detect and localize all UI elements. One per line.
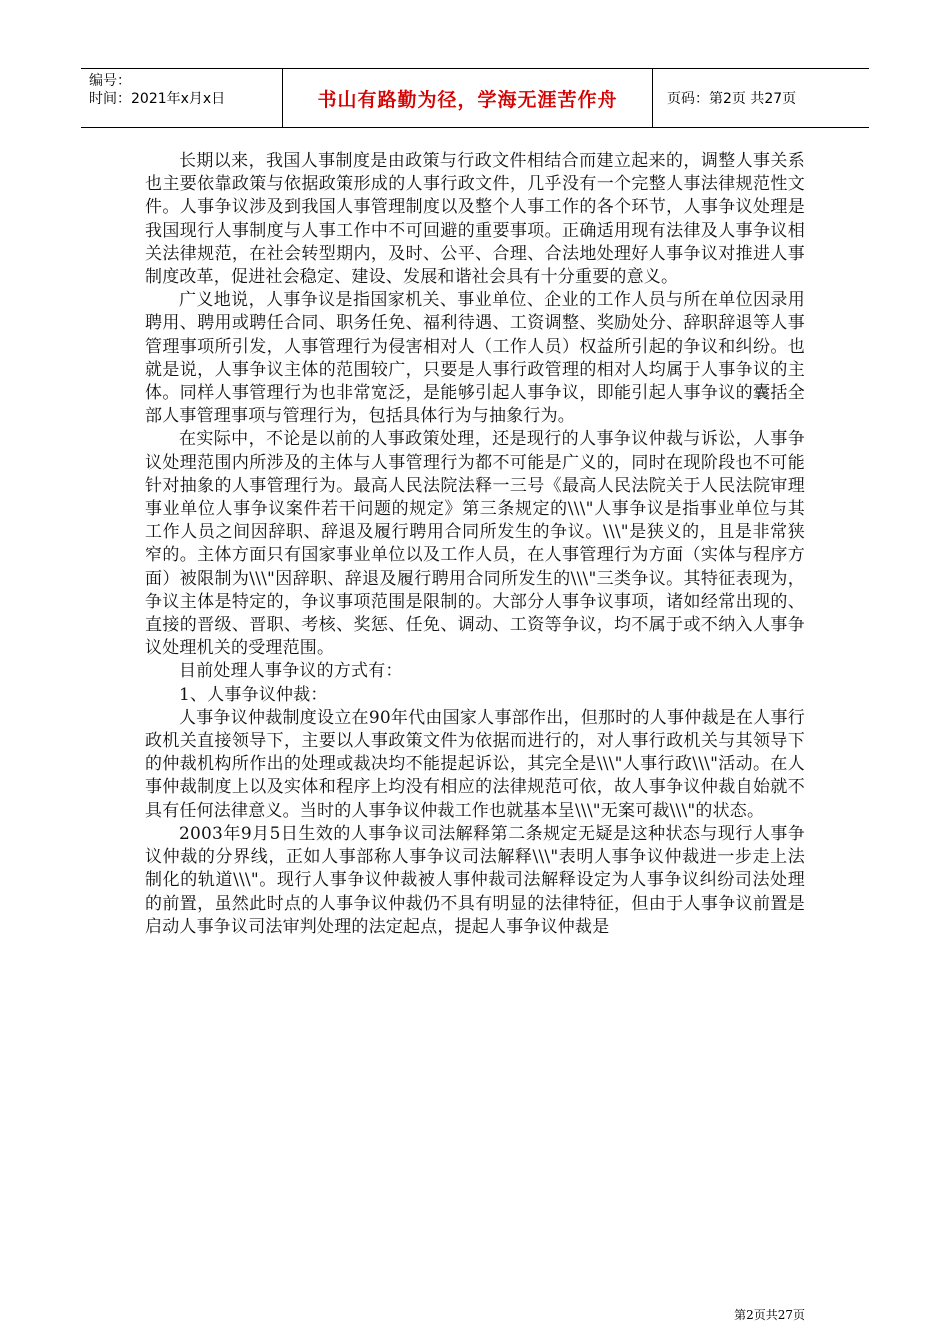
paragraph-3: 在实际中，不论是以前的人事政策处理，还是现行的人事争议仲裁与诉讼，人事争议处理范围内所涉及的主体与人事管理行为都不可能是广义的，同时在现阶段也不可能针对抽象的人事管理行为。最高人民法院法释一三号《最高人民法院关于人民法院审理事业单位人事争议案件若干问题的规定》第三条规定的\\\"人事争议是指事业单位与其工作人员之间因辞职、辞退及履行聘用合同所发生的争议。\\\"是狭义的，且是非常狭窄的。主体方面只有国家事业单位以及工作人员，在人事管理行为方面（实体与程序方面）被限制为\\\"因辞职、辞退及履行聘用合同所发生的\\\"三类争议。其特征表现为，争议主体是特定的，争议事项范围是限制的。大部分人事争议事项，诸如经常出现的、直接的晋级、晋职、考核、奖惩、任免、调动、工资等争议，均不属于或不纳入人事争议处理机关的受理范围。 — [145, 429, 805, 659]
paragraph-5: 1、人事争议仲裁： — [179, 684, 328, 705]
page-footer: 第2页共27页 — [734, 1308, 805, 1322]
header-meta — [81, 69, 283, 127]
paragraph-7: 2003年9月5日生效的人事争议司法解释第二条规定无疑是这种状态与现行人事争议仲裁的分界线，正如人事部称人事争议司法解释\\\"表明人事争议仲裁进一步走上法制化的轨道\\\"。现行人事争议仲裁被人事仲裁司法解释设定为人事争议纠纷司法处理的前置，虽然此时点的人事争议仲裁仍不具有明显的法律特征，但由于人事争议前置是启动人事争议司法审判处理的法定起点，提起人事争议仲裁是 — [145, 823, 805, 937]
header-motto: 书山有路勤为径，学海无涯苦作舟 — [283, 69, 653, 127]
document-body — [145, 150, 805, 939]
paragraph-4: 目前处理人事争议的方式有： — [179, 661, 403, 682]
paragraph-2: 广义地说，人事争议是指国家机关、事业单位、企业的工作人员与所在单位因录用聘用、聘用或聘任合同、职务任免、福利待遇、工资调整、奖励处分、辞职辞退等人事管理事项所引发，人事管理行为侵害相对人（工作人员）权益所引起的争议和纠纷。也就是说，人事争议主体的范围较广，只要是人事行政管理的相对人均属于人事争议的主体。同样人事管理行为也非常宽泛，是能够引起人事争议，即能引起人事争议的囊括全部人事管理事项与管理行为，包括具体行为与抽象行为。 — [145, 290, 805, 427]
header-page-label: 页码：第2页 共27页 — [667, 91, 797, 107]
time-label: 时间：2021年x月x日 — [89, 91, 226, 107]
serial-label: 编号： — [89, 73, 131, 89]
paragraph-1: 长期以来，我国人事制度是由政策与行政文件相结合而建立起来的，调整人事关系也主要依靠政策与依据政策形成的人事行政文件，几乎没有一个完整人事法律规范性文件。人事争议涉及到我国人事管理制度以及整个人事工作的各个环节，人事争议处理是我国现行人事制度与人事工作中不可回避的重要事项。正确适用现有法律及人事争议相关法律规范，在社会转型期内，及时、公平、合理、合法地处理好人事争议对推进人事制度改革，促进社会稳定、建设、发展和谐社会具有十分重要的意义。 — [145, 151, 805, 288]
page-header — [81, 68, 869, 128]
paragraph-6: 人事争议仲裁制度设立在90年代由国家人事部作出，但那时的人事仲裁是在人事行政机关直接领导下，主要以人事政策文件为依据而进行的，对人事行政机关与其领导下的仲裁机构所作出的处理或裁决均不能提起诉讼，其完全是\\\"人事行政\\\"活动。在人事仲裁制度上以及实体和程序上均没有相应的法律规范可依，故人事争议仲裁自始就不具有任何法律意义。当时的人事争议仲裁工作也就基本呈\\\"无案可裁\\\"的状态。 — [145, 707, 805, 821]
